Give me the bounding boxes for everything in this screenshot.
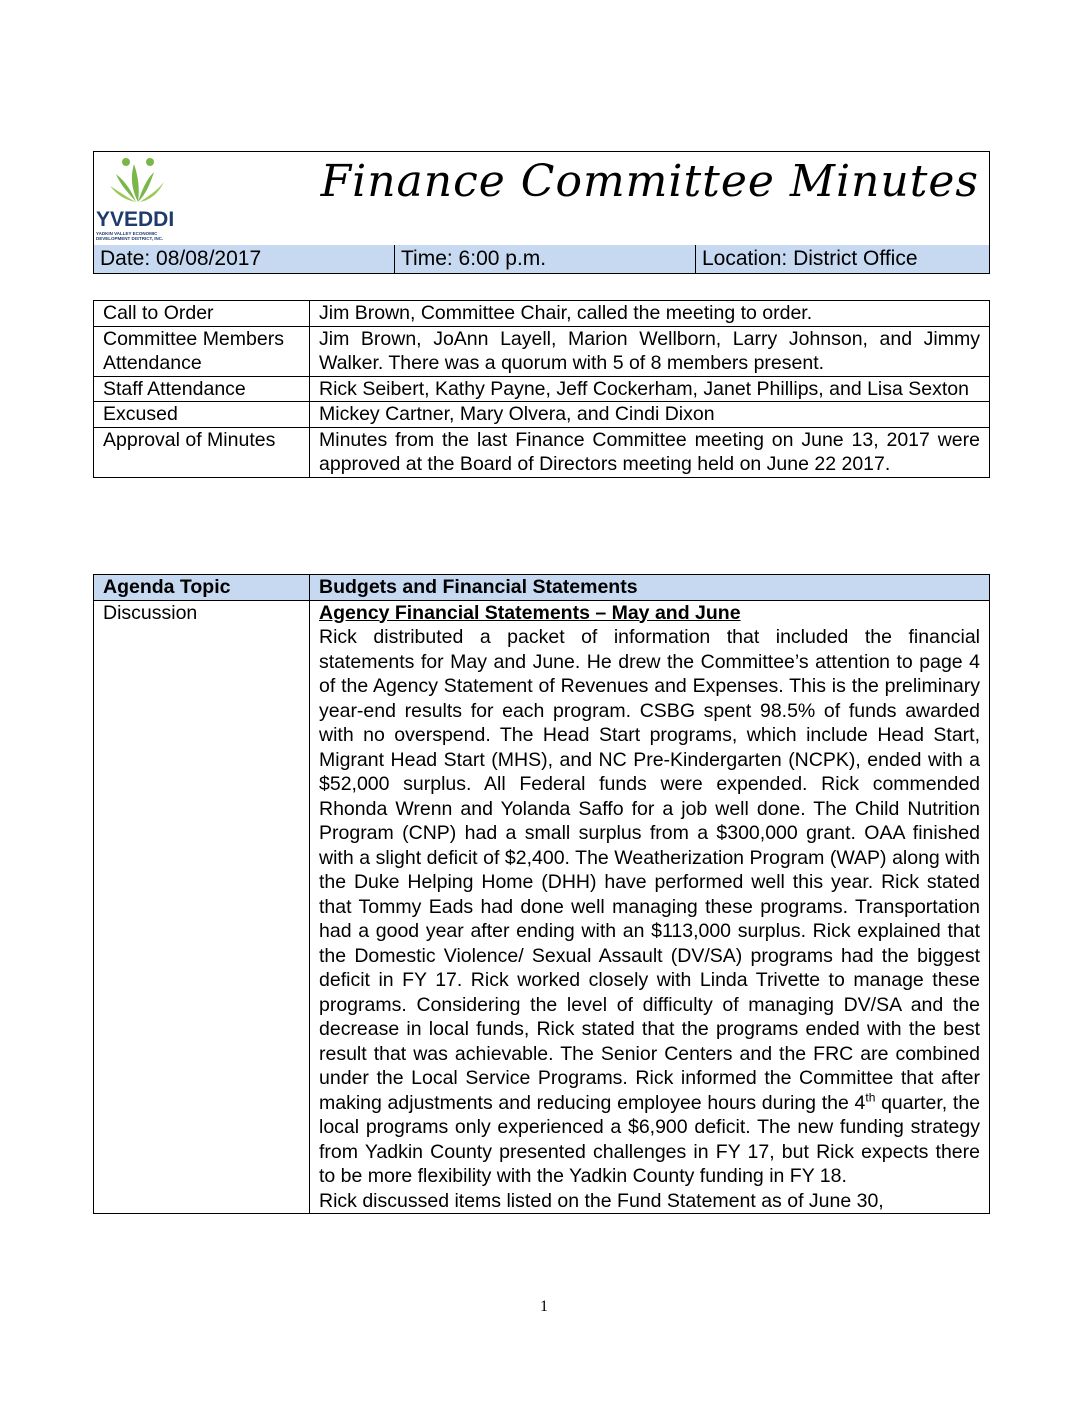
header-top [94, 152, 989, 246]
row-label: Approval of Minutes [94, 427, 310, 477]
discussion-label: Discussion [94, 600, 310, 1214]
document-title: Finance Committee Minutes [320, 156, 979, 207]
row-text: Mickey Cartner, Mary Olvera, and Cindi Dixon [310, 402, 990, 428]
table-row [94, 427, 990, 477]
meeting-location: Location: District Office [702, 247, 918, 270]
row-text: Minutes from the last Finance Committee meeting on June 13, 2017 were approved at the Board of Directors meeting held on June 22 2017. [310, 427, 990, 477]
discussion-paragraph [319, 625, 980, 1189]
table-row [94, 402, 990, 428]
row-label: Staff Attendance [94, 376, 310, 402]
header-box [93, 151, 990, 274]
table-row [94, 376, 990, 402]
row-text: Jim Brown, JoAnn Layell, Marion Wellborn, Larry Johnson, and Jimmy Walker. There was a quorum with 5 of 8 members present. [310, 326, 990, 376]
logo [96, 154, 180, 242]
discussion-paragraph: Rick discussed items listed on the Fund Statement as of June 30, [319, 1189, 884, 1212]
row-text: Jim Brown, Committee Chair, called the meeting to order. [310, 301, 990, 327]
agenda-topic-label: Agenda Topic [94, 575, 310, 601]
row-label: Committee Members Attendance [94, 326, 310, 376]
logo-subtext: YADKIN VALLEY ECONOMIC DEVELOPMENT DISTRICT, INC. [96, 231, 164, 241]
attendance-table [93, 300, 990, 478]
meeting-date: Date: 08/08/2017 [94, 245, 395, 273]
discussion-row [94, 600, 990, 1214]
table-row [94, 326, 990, 376]
logo-text: YVEDDI [96, 208, 175, 231]
paragraph-text: quarter, the local programs only experienced a $6,900 deficit. The new funding strategy from Yadkin County presented challenges in FY 17, but Rick expects there to be more flexibility with the Yadkin County funding in FY 18. [319, 1091, 980, 1187]
agenda-topic: Budgets and Financial Statements [310, 575, 990, 601]
discussion-text [310, 600, 990, 1214]
meeting-time: Time: 6:00 p.m. [395, 245, 696, 273]
discussion-subheading: Agency Financial Statements – May and June [319, 601, 741, 624]
row-text: Rick Seibert, Kathy Payne, Jeff Cockerham, Janet Phillips, and Lisa Sexton [310, 376, 990, 402]
row-label: Call to Order [94, 301, 310, 327]
row-label: Excused [94, 402, 310, 428]
meeting-info-row [94, 245, 989, 273]
agenda-header-row [94, 575, 990, 601]
table-row [94, 301, 990, 327]
page-number: 1 [540, 1298, 548, 1315]
superscript: th [865, 1090, 876, 1104]
agenda-table [93, 574, 990, 1214]
paragraph-text: Rick distributed a packet of information that included the financial statements for May and June. He drew the Committee’s attention to page 4 of the Agency Statement of Revenues and Expenses. This is the preliminary year-end results for each program. CSBG spent 98.5% of funds awarded with no overspend. The Head Start programs, which include Head Start, Migrant Head Start (MHS), and NC Pre-Kindergarten (NCPK), ended with a $52,000 surplus. All Federal funds were expended. Rick commended Rhonda Wrenn and Yolanda Saffo for a job well done. The Child Nutrition Program (CNP) had a small surplus from a $300,000 grant. OAA finished with a slight deficit of $2,400. The Weatherization Program (WAP) along with the Duke Helping Home (DHH) have performed well this year. Rick stated that Tommy Eads had done well managing these programs. Transportation had a good year after ending with an $113,000 surplus. Rick explained that the Domestic Violence/ Sexual Assault (DV/SA) programs had the biggest deficit in FY 17. Rick worked closely with Linda Trivette to manage these programs. Considering the level of difficulty of managing DV/SA and the decrease in local funds, Rick stated that the programs ended with the best result that was achievable. The Senior Centers and the FRC are combined under the Local Service Programs. Rick informed the Committee that after making adjustments and reducing employee hours during the 4 [319, 626, 980, 1114]
